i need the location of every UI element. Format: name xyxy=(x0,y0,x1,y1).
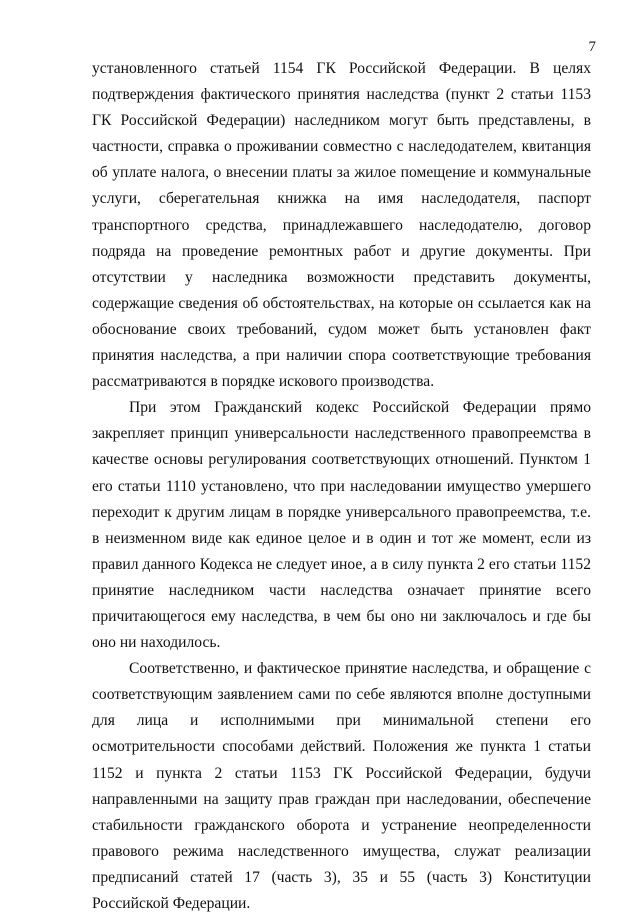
paragraph-continuation: установленного статьей 1154 ГК Российской Федерации. В целях подтверждения фактического принятия наследства (пункт 2 статьи 1153 ГК Российской Федерации) наследником могут быть представлены, в частности, справка о проживании совместно с наследодателем, квитанция об уплате налога, о внесении платы за жилое помещение и коммунальные услуги, сберегательная книжка на имя наследодателя, паспорт транспортного средства, принадлежавшего наследодателю, договор подряда на проведение ремонтных работ и другие документы. При отсутствии у наследника возможности представить документы, содержащие сведения об обстоятельствах, на которые он ссылается как на обоснование своих требований, судом может быть установлен факт принятия наследства, а при наличии спора соответствующие требования рассматриваются в порядке искового производства. xyxy=(92,60,591,391)
paragraph-universal-succession: При этом Гражданский кодекс Российской Федерации прямо закрепляет принцип универсальности наследственного правопреемства в качестве основы регулирования соответствующих отношений. Пунктом 1 его статьи 1110 установлено, что при наследовании имущество умершего переходит к другим лицам в порядке универсального правопреемства, т.е. в неизменном виде как единое целое и в один и тот же момент, если из правил данного Кодекса не следует иное, а в силу пункта 2 его статьи 1152 принятие наследником части наследства означает принятие всего причитающегося ему наследства, в чем бы оно ни заключалось и где бы оно ни находилось. xyxy=(92,399,591,652)
document-body xyxy=(92,56,591,917)
paragraph-conclusion: Соответственно, и фактическое принятие наследства, и обращение с соответствующим заявлением сами по себе являются вполне доступными для лица и исполнимыми при минимальной степени его осмотрительности способами действий. Положения же пункта 1 статьи 1152 и пункта 2 статьи 1153 ГК Российской Федерации, будучи направленными на защиту прав граждан при наследовании, обеспечение стабильности гражданского оборота и устранение неопределенности правового режима наследственного имущества, служат реализации предписаний статей 17 (часть 3), 35 и 55 (часть 3) Конституции Российской Федерации. xyxy=(92,660,591,912)
page-number: 7 xyxy=(588,39,596,55)
